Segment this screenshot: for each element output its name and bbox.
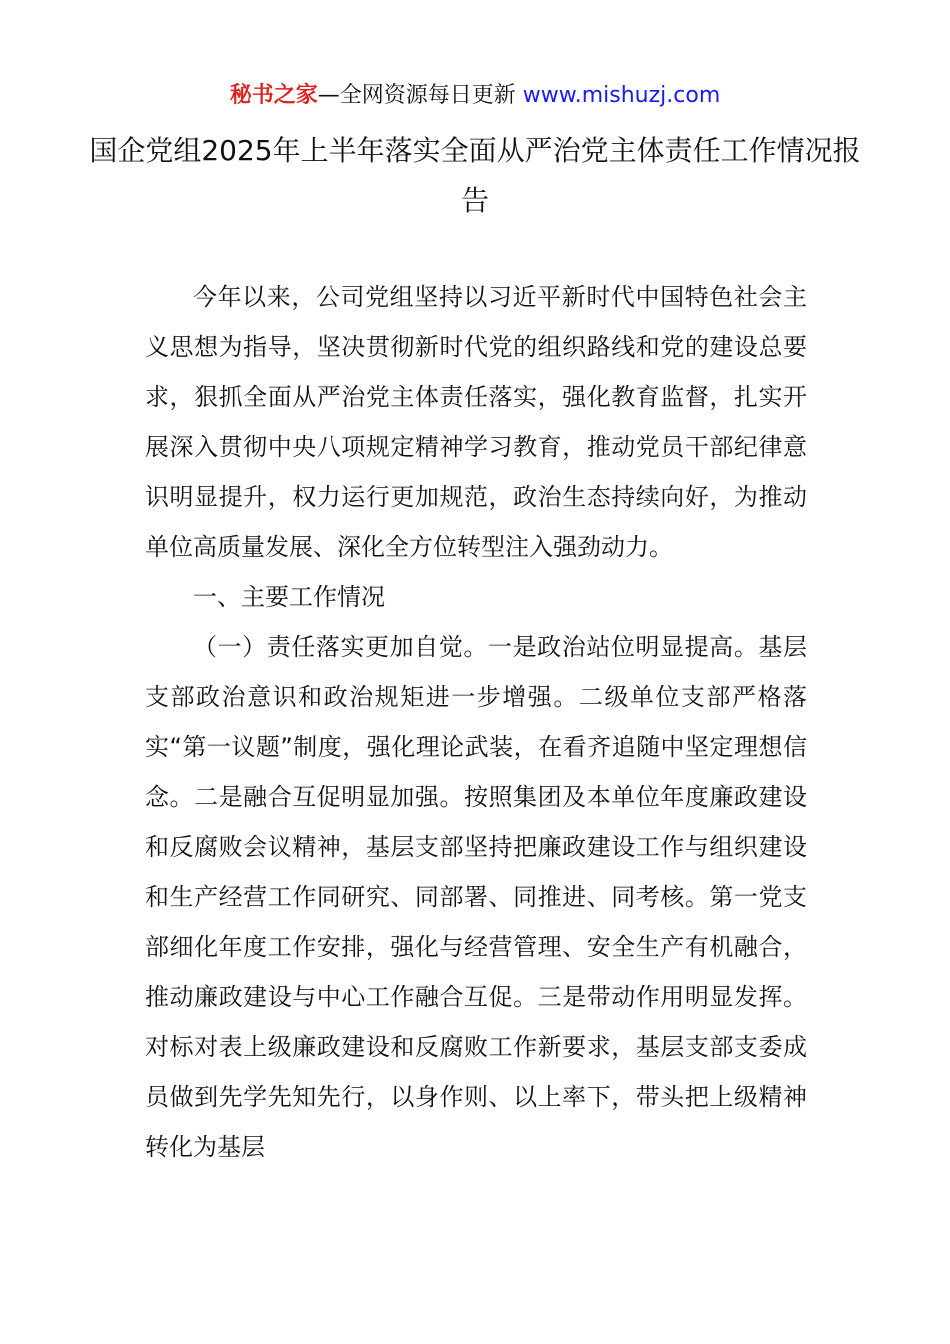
intro-paragraph: 今年以来，公司党组坚持以习近平新时代中国特色社会主义思想为指导，坚决贯彻新时代党的组织路线和党的建设总要求，狠抓全面从严治党主体责任落实，强化教育监督，扎实开展深入贯彻中央八项规定精神学习教育，推动党员干部纪律意识明显提升，权力运行更加规范，政治生态持续向好，为推动单位高质量发展、深化全方位转型注入强劲动力。 <box>145 283 807 561</box>
site-tagline: —全网资源每日更新 <box>317 83 523 108</box>
site-brand: 秘书之家 <box>229 83 318 108</box>
site-url-link[interactable]: www.mishuzj.com <box>522 83 721 108</box>
site-header <box>0 80 950 112</box>
document-body <box>145 272 807 1172</box>
document-title: 国企党组2025年上半年落实全面从严治党主体责任工作情况报告 <box>89 134 861 217</box>
section-heading: 一、主要工作情况 <box>193 583 385 611</box>
section-paragraph: （一）责任落实更加自觉。一是政治站位明显提高。基层支部政治意识和政治规矩进一步增强。二级单位支部严格落实“第一议题”制度，强化理论武装，在看齐追随中坚定理想信念。二是融合互促明显加强。按照集团及本单位年度廉政建设和反腐败会议精神，基层支部坚持把廉政建设工作与组织建设和生产经营工作同研究、同部署、同推进、同考核。第一党支部细化年度工作安排，强化与经营管理、安全生产有机融合，推动廉政建设与中心工作融合互促。三是带动作用明显发挥。对标对表上级廉政建设和反腐败工作新要求，基层支部支委成员做到先学先知先行，以身作则、以上率下，带头把上级精神转化为基层 <box>145 633 807 1161</box>
